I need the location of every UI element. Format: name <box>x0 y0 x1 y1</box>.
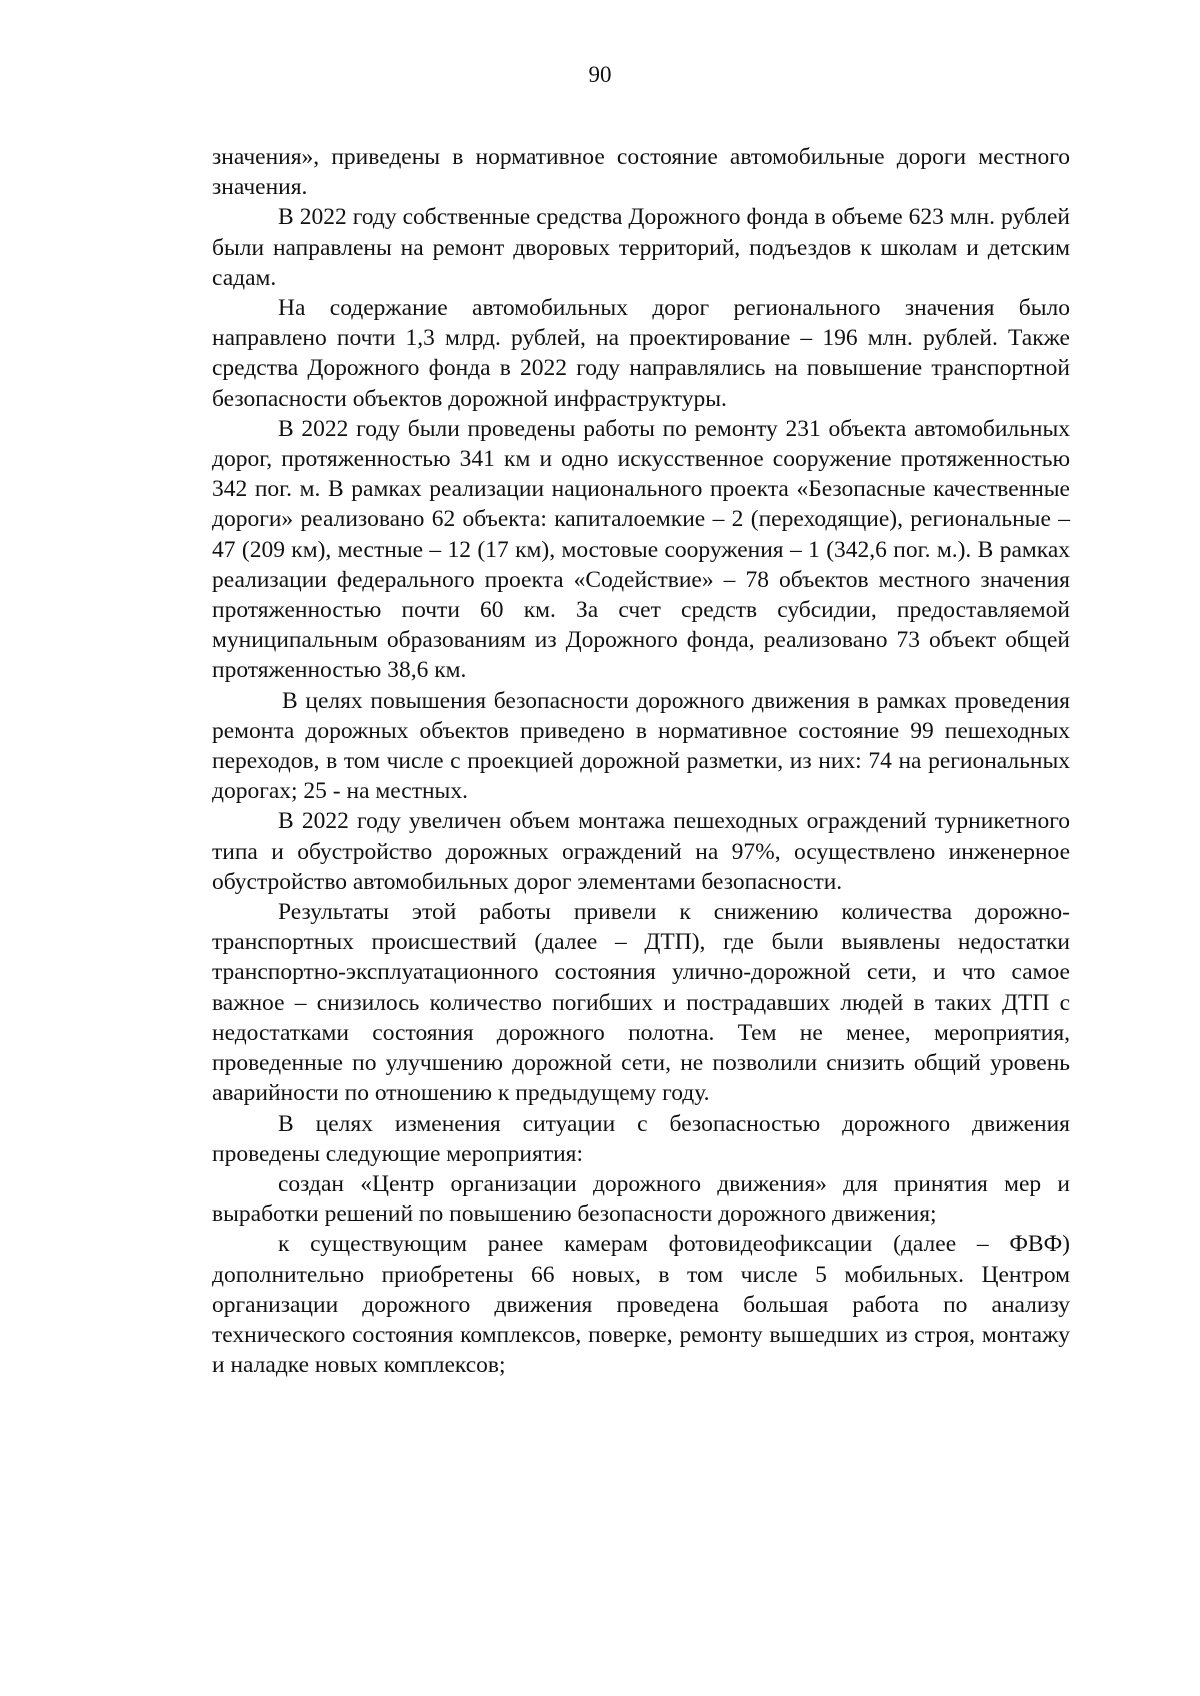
paragraph-traffic-center: создан «Центр организации дорожного движения» для принятия мер и выработки решений по повышению безопасности дорожного движения; <box>212 1170 1070 1228</box>
paragraph-measures-intro: В целях изменения ситуации с безопасностью дорожного движения проведены следующие мероприятия: <box>212 1110 1070 1167</box>
paragraph-continuation: значения», приведены в нормативное состояние автомобильные дороги местного значения. <box>212 144 1070 201</box>
paragraph-regional-roads-maintenance: На содержание автомобильных дорог регионального значения было направлено почти 1,3 млрд. рублей, на проектирование – 196 млн. рублей. Также средства Дорожного фонда в 2022 году направлялись на повышение транспортной безопасности объектов дорожной инфраструктуры. <box>212 295 1070 412</box>
paragraph-pedestrian-crossings: В целях повышения безопасности дорожного движения в рамках проведения ремонта дорожных объектов приведено в нормативное состояние 99 пешеходных переходов, в том числе с проекцией дорожной разметки, из них: 74 на региональных дорогах; 25 - на местных. <box>212 687 1070 805</box>
paragraph-road-fund-2022: В 2022 году собственные средства Дорожного фонда в объеме 623 млн. рублей были направлены на ремонт дворовых территорий, подъездов к школам и детским садам. <box>212 204 1070 291</box>
paragraph-repair-works-2022: В 2022 году были проведены работы по ремонту 231 объекта автомобильных дорог, протяженностью 341 км и одно искусственное сооружение протяженностью 342 пог. м. В рамках реализации национального проекта «Безопасные качественные дороги» реализовано 62 объекта: капиталоемкие – 2 (переходящие), региональные – 47 (209 км), местные – 12 (17 км), мостовые сооружения – 1 (342,6 пог. м.). В рамках реализации федерального проекта «Содействие» – 78 объектов местного значения протяженностью почти 60 км. За счет средств субсидии, предоставляемой муниципальным образованиям из Дорожного фонда, реализовано 73 объект общей протяженностью 38,6 км. <box>212 415 1070 684</box>
paragraph-fencing-installation: В 2022 году увеличен объем монтажа пешеходных ограждений турникетного типа и обустройство дорожных ограждений на 97%, осуществлено инженерное обустройство автомобильных дорог элементами безопасности. <box>212 808 1070 895</box>
page-number: 90 <box>588 62 612 87</box>
paragraph-accident-results: Результаты этой работы привели к снижению количества дорожно-транспортных происшествий (далее – ДТП), где были выявлены недостатки транспортно-эксплуатационного состояния улично-дорожной сети, и что самое важное – снизилось количество погибших и пострадавших людей в таких ДТП с недостатками состояния дорожного полотна. Тем не менее, мероприятия, проведенные по улучшению дорожной сети, не позволили снизить общий уровень аварийности по отношению к предыдущему году. <box>212 899 1070 1107</box>
paragraph-speed-cameras: к существующим ранее камерам фотовидеофиксации (далее – ФВФ) дополнительно приобретены 66 новых, в том числе 5 мобильных. Центром организации дорожного движения проведена большая работа по анализу технического состояния комплексов, поверке, ремонту вышедших из строя, монтажу и наладке новых комплексов; <box>212 1231 1070 1379</box>
document-body <box>212 142 1070 1380</box>
